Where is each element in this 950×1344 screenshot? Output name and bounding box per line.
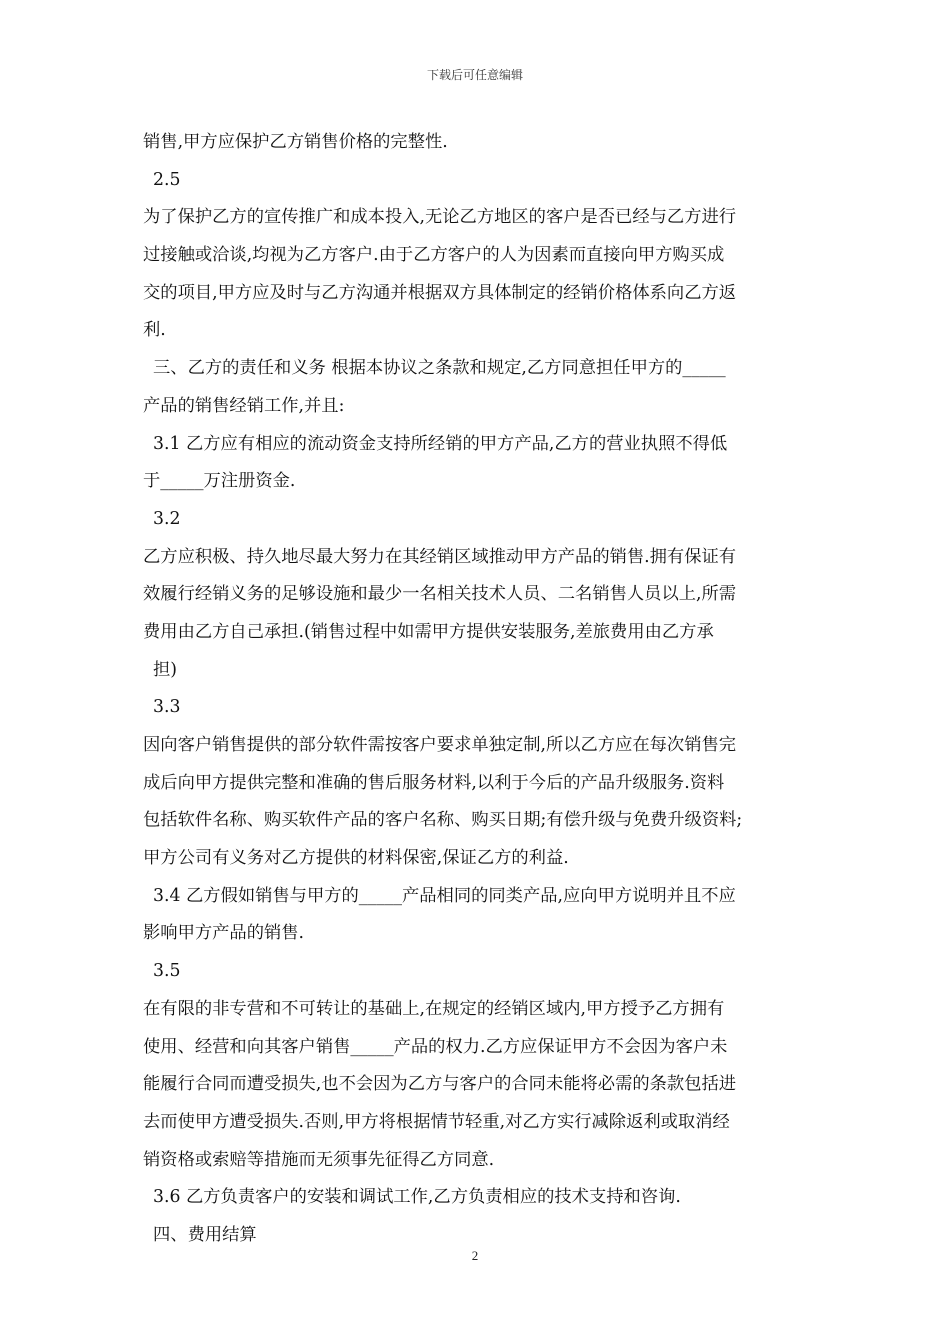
text-line: 三、乙方的责任和义务 根据本协议之条款和规定,乙方同意担任甲方的_____ xyxy=(153,358,726,379)
text-line: 因向客户销售提供的部分软件需按客户要求单独定制,所以乙方应在每次销售完 xyxy=(143,735,737,755)
page-header: 下载后可任意编辑 xyxy=(426,68,523,82)
text-line: 销资格或索赔等措施而无须事先征得乙方同意. xyxy=(143,1149,495,1170)
text-line: 2.5 xyxy=(153,169,181,190)
text-line: 四、费用结算 xyxy=(153,1224,257,1245)
text-line: 在有限的非专营和不可转让的基础上,在规定的经销区域内,甲方授予乙方拥有 xyxy=(143,998,725,1019)
text-line: 甲方公司有义务对乙方提供的材料保密,保证乙方的利益. xyxy=(143,848,569,869)
text-line: 产品的销售经销工作,并且: xyxy=(143,395,345,416)
text-line: 成后向甲方提供完整和准确的售后服务材料,以利于今后的产品升级服务.资料 xyxy=(143,772,725,793)
text-line: 3.1 乙方应有相应的流动资金支持所经销的甲方产品,乙方的营业执照不得低 xyxy=(153,433,728,454)
text-line: 交的项目,甲方应及时与乙方沟通并根据双方具体制定的经销价格体系向乙方返 xyxy=(143,282,737,303)
document-body xyxy=(143,124,823,1255)
text-line: 使用、经营和向其客户销售_____产品的权力.乙方应保证甲方不会因为客户未 xyxy=(143,1036,728,1057)
text-line: 去而使甲方遭受损失.否则,甲方将根据情节轻重,对乙方实行减除返利或取消经 xyxy=(143,1111,730,1132)
text-line: 过接触或洽谈,均视为乙方客户.由于乙方客户的人为因素而直接向甲方购买成 xyxy=(143,245,725,266)
text-line: 费用由乙方自己承担.(销售过程中如需甲方提供安装服务,差旅费用由乙方承 xyxy=(143,621,714,642)
text-line: 3.2 xyxy=(153,508,181,529)
text-line: 3.5 xyxy=(153,961,181,982)
text-line: 担) xyxy=(153,659,178,680)
text-line: 3.4 乙方假如销售与甲方的_____产品相同的同类产品,应向甲方说明并且不应 xyxy=(153,885,736,906)
text-line: 于_____万注册资金. xyxy=(143,471,296,492)
text-line: 为了保护乙方的宣传推广和成本投入,无论乙方地区的客户是否已经与乙方进行 xyxy=(143,207,737,228)
text-line: 乙方应积极、持久地尽最大努力在其经销区域推动甲方产品的销售.拥有保证有 xyxy=(143,546,737,567)
text-line: 能履行合同而遭受损失,也不会因为乙方与客户的合同未能将必需的条款包括进 xyxy=(143,1074,737,1095)
text-line: 3.6 乙方负责客户的安装和调试工作,乙方负责相应的技术支持和咨询. xyxy=(153,1187,681,1208)
text-line: 3.3 xyxy=(153,697,181,718)
text-line: 影响甲方产品的销售. xyxy=(143,923,305,944)
text-line: 销售,甲方应保护乙方销售价格的完整性. xyxy=(143,132,448,152)
text-line: 利. xyxy=(143,320,166,341)
text-line: 效履行经销义务的足够设施和最少一名相关技术人员、二名销售人员以上,所需 xyxy=(143,584,737,605)
page-number: 2 xyxy=(471,1248,479,1263)
text-line: 包括软件名称、购买软件产品的客户名称、购买日期;有偿升级与免费升级资料; xyxy=(143,810,743,831)
